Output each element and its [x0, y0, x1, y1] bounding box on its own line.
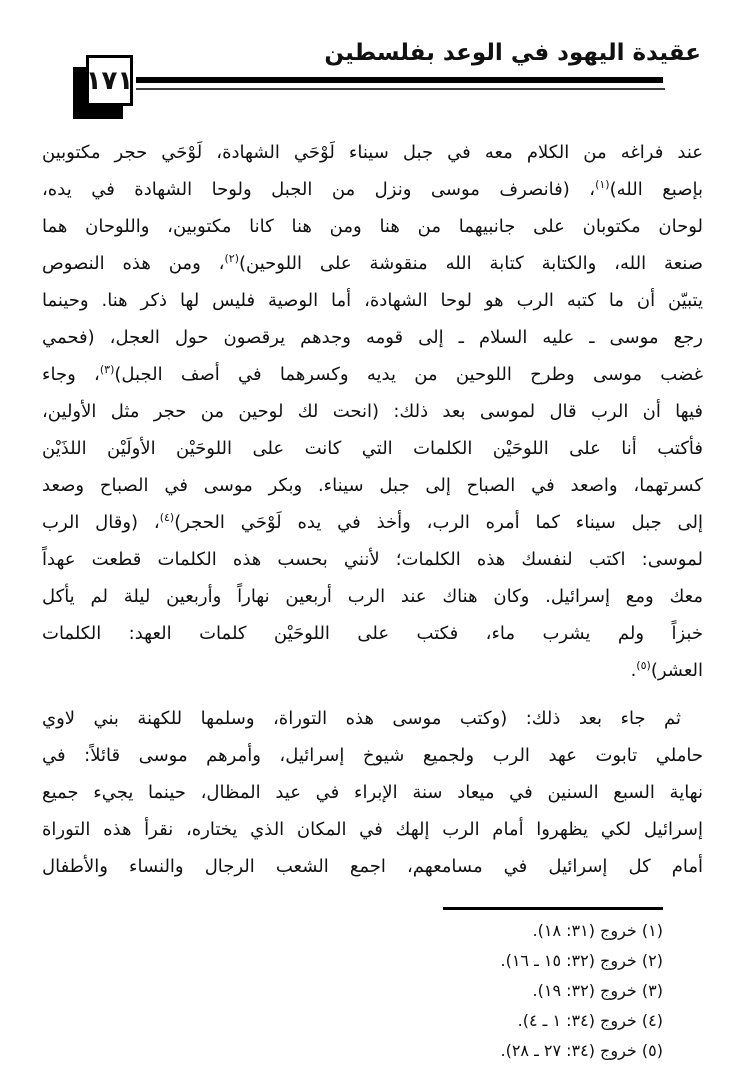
body-line: فأكتب أنا على اللوحَيْن الكلمات التي كانت على اللوحَيْن الأولَيْن اللذَيْن — [42, 438, 703, 459]
footnote: (٥) خروج (٣٤: ٢٧ ـ ٢٨). — [500, 1041, 663, 1060]
body-line: كسرتهما، واصعد في الصباح إلى جبل سيناء. وبكر موسى في الصباح وصعد — [42, 475, 703, 496]
body-line: نهاية السبع السنين في ميعاد سنة الإبراء في عيد المظال، حينما يجيء جميع — [42, 782, 703, 803]
body-line: إسرائيل لكي يظهروا أمام الرب إلهك في المكان الذي يختاره، نقرأ هذه التوراة — [42, 819, 703, 840]
body-line: يتبيّن أن ما كتبه الرب هو لوحا الشهادة، أما الوصية فليس لها ذكر هنا. وحينما — [42, 290, 703, 311]
footnote: (١) خروج (٣١: ١٨). — [532, 921, 663, 940]
paragraph-1 — [42, 134, 703, 689]
body-line: معك ومع إسرائيل. وكان هناك عند الرب أربعين نهاراً وأربعين ليلة لم يأكل — [42, 586, 703, 607]
body-line: لوحان مكتوبان على جانبيهما من هنا ومن هنا كانا مكتوبين، واللوحان هما — [42, 216, 703, 237]
body-line: العشر)$^{(٥)}$. — [630, 659, 703, 681]
footnote: (٤) خروج (٣٤: ١ ـ ٤). — [517, 1011, 663, 1030]
page-title: عقيدة اليهود في الوعد بفلسطين — [324, 40, 701, 66]
footnote: (٢) خروج (٣٢: ١٥ ـ ١٦). — [500, 951, 663, 970]
footnote-separator — [443, 907, 663, 910]
body-line: فيها أن الرب قال لموسى بعد ذلك: (انحت لك لوحين من حجر مثل الأولين، — [42, 401, 703, 422]
body-line: عند فراغه من الكلام معه في جبل سيناء لَوْحَي الشهادة، لَوْحَي حجر مكتوبين — [42, 142, 703, 163]
body-line: صنعة الله، والكتابة كتابة الله منقوشة على اللوحين)$^{(٢)}$، ومن هذه النصوص — [42, 252, 703, 274]
page-number-box — [86, 55, 133, 106]
body-line: حاملي تابوت عهد الرب ولجميع شيوخ إسرائيل، وأمرهم موسى قائلاً: في — [42, 745, 703, 766]
footnote: (٣) خروج (٣٢: ١٩). — [532, 981, 663, 1000]
body-text — [42, 134, 703, 885]
page-number: ١٧١ — [85, 65, 134, 96]
body-line: ثم جاء بعد ذلك: (وكتب موسى هذه التوراة، وسلمها للكهنة بني لاوي — [42, 708, 681, 729]
body-line: غضب موسى وطرح اللوحين من يديه وكسرهما في أصف الجبل)$^{(٣)}$، وجاء — [42, 363, 703, 385]
body-line: بإصبع الله)$^{(١)}$، (فانصرف موسى ونزل من الجبل ولوحا الشهادة في يده، — [42, 178, 703, 200]
body-line: رجع موسى ـ عليه السلام ـ إلى قومه وجدهم يرقصون حول العجل، (فحمي — [42, 327, 703, 348]
body-line: إلى جبل سيناء كما أمره الرب، وأخذ في يده لَوْحَي الحجر)$^{(٤)}$، (وقال الرب — [42, 511, 703, 533]
body-line: أمام كل إسرائيل في مسامعهم، اجمع الشعب الرجال والنساء والأطفال — [42, 856, 703, 877]
header-rule-thin — [136, 88, 665, 90]
header-rule-thick — [136, 77, 663, 83]
body-line: لموسى: اكتب لنفسك هذه الكلمات؛ لأنني بحسب هذه الكلمات قطعت عهداً — [42, 549, 703, 570]
footnotes — [42, 916, 663, 1066]
body-line: خبزاً ولم يشرب ماء، فكتب على اللوحَيْن كلمات العهد: الكلمات — [42, 623, 703, 644]
paragraph-2 — [42, 700, 703, 885]
